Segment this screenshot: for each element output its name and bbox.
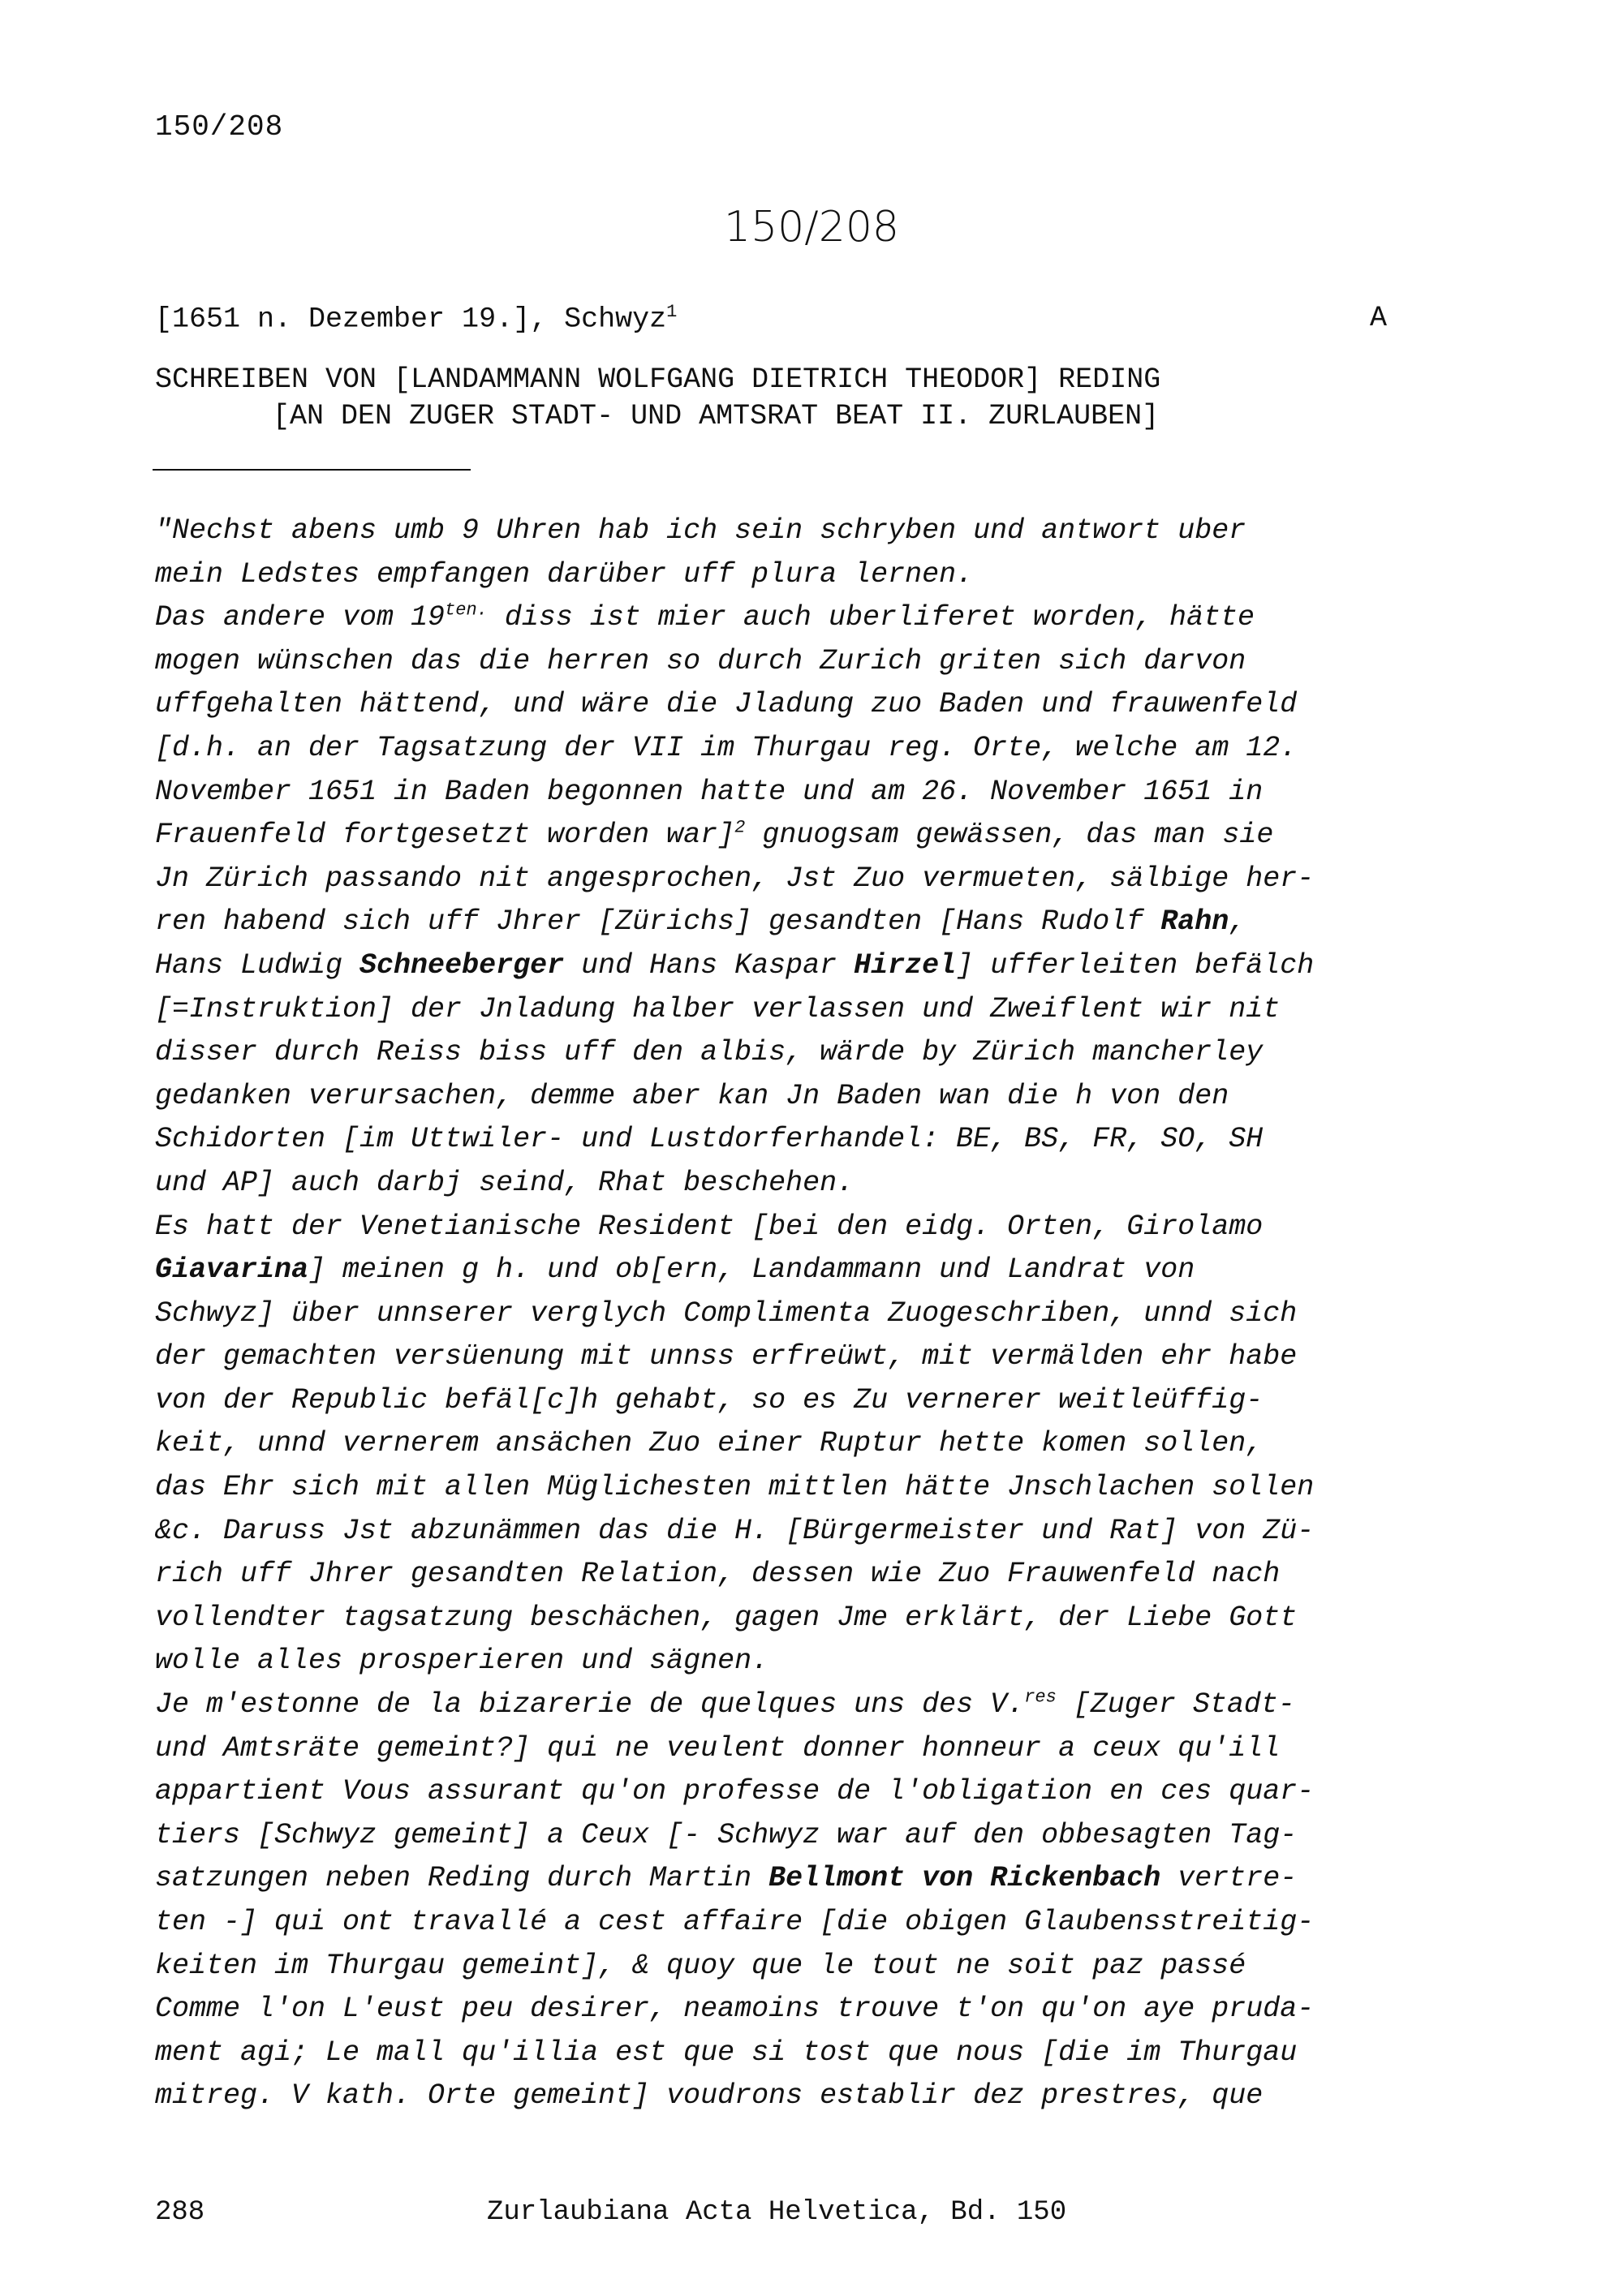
date-place-text: [1651 n. Dezember 19.], Schwyz: [155, 303, 667, 336]
body-line: wolle alles prosperieren und sägnen.: [155, 1645, 769, 1678]
body-line: keiten im Thurgau gemeint], & quoy que le tout ne soit paz passé: [155, 1949, 1246, 1982]
person-name: Bellmont von Rickenbach: [768, 1862, 1161, 1895]
date-place-line: [155, 302, 677, 336]
text-span: Das andere vom 19: [155, 601, 446, 634]
person-name: Rahn: [1160, 905, 1229, 939]
text-span: ,: [1229, 905, 1246, 939]
text-span: vertre-: [1160, 1862, 1298, 1895]
document-number-heading: 150/208: [723, 203, 900, 252]
body-line: [155, 596, 1421, 640]
body-line: [d.h. an der Tagsatzung der VII im Thurgau reg. Orte, welche am 12.: [155, 731, 1298, 764]
body-line: und Amtsräte gemeint?] qui ne veulent donner honneur a ceux qu'ill: [155, 1731, 1281, 1765]
letter-body: [155, 510, 1421, 2118]
body-line: [=Instruktion] der Jnladung halber verlassen und Zweiflent wir nit: [155, 992, 1281, 1025]
body-line: [155, 814, 1421, 858]
superscript: res: [1024, 1687, 1057, 1708]
body-line: mein Ledstes empfangen darüber uff plura lernen.: [155, 557, 974, 591]
person-name: Schneeberger: [359, 948, 565, 982]
body-line: [155, 1249, 1421, 1292]
body-line: ten -] qui ont travallé a cest affaire [die obigen Glaubensstreitig-: [155, 1906, 1315, 1938]
body-line: uffgehalten hättend, und wäre die Jladung zuo Baden und frauwenfeld: [155, 688, 1298, 721]
body-line: [155, 1857, 1421, 1901]
text-span: ] ufferleiten befälch: [956, 948, 1315, 982]
body-line: keit, unnd vernerem ansächen Zuo einer Ruptur hette komen sollen,: [155, 1427, 1264, 1460]
body-line: der gemachten versüenung mit unnss erfreüwt, mit vermälden ehr habe: [155, 1340, 1298, 1374]
text-span: Je m'estonne de la bizarerie de quelques uns des V.: [155, 1688, 1025, 1722]
body-line: [155, 1683, 1421, 1727]
body-line: mitreg. V kath. Orte gemeint] voudrons establir dez prestres, que: [155, 2079, 1264, 2113]
body-line: vollendter tagsatzung beschächen, gagen Jme erklärt, der Liebe Gott: [155, 1601, 1298, 1634]
text-span: ren habend sich uff Jhrer [Zürichs] gesandten [Hans Rudolf: [155, 905, 1161, 939]
running-header: 150/208: [155, 110, 284, 144]
body-line: Comme l'on L'eust peu desirer, neamoins trouve t'on qu'on aye pruda-: [155, 1993, 1315, 2026]
footnote-ref: 2: [734, 817, 746, 838]
body-line: &c. Daruss Jst abzunämmen das die H. [Bürgermeister und Rat] von Zü-: [155, 1514, 1315, 1547]
superscript: ten.: [445, 600, 488, 621]
body-line: November 1651 in Baden begonnen hatte und am 26. November 1651 in: [155, 775, 1264, 808]
body-line: Es hatt der Venetianische Resident [bei den eidg. Orten, Girolamo: [155, 1210, 1264, 1243]
body-line: und AP] auch darbj seind, Rhat beschehen.: [155, 1166, 855, 1199]
text-span: Hans Ludwig: [155, 948, 360, 982]
footer-publication: Zurlaubiana Acta Helvetica, Bd. 150: [487, 2197, 1067, 2228]
body-line: ment agi; Le mall qu'illia est que si tost que nous [die im Thurgau: [155, 2036, 1298, 2069]
text-span: satzungen neben Reding durch Martin: [155, 1862, 769, 1895]
body-line: "Nechst abens umb 9 Uhren hab ich sein schryben und antwort uber: [155, 514, 1246, 547]
title-line-2: [AN DEN ZUGER STADT- UND AMTSRAT BEAT II. ZURLAUBEN]: [273, 400, 1160, 432]
body-line: [155, 901, 1421, 944]
text-span: gnuogsam gewässen, das man sie: [745, 819, 1274, 852]
body-line: rich uff Jhrer gesandten Relation, dessen wie Zuo Frauwenfeld nach: [155, 1558, 1281, 1591]
body-line: appartient Vous assurant qu'on professe de l'obligation en ces quar-: [155, 1775, 1315, 1808]
body-line: disser durch Reiss biss uff den albis, wärde by Zürich mancherley: [155, 1036, 1264, 1069]
text-span: [Zuger Stadt-: [1056, 1688, 1295, 1722]
title-divider: [153, 469, 471, 471]
document-title: [155, 362, 1405, 435]
text-span: ] meinen g h. und ob[ern, Landammann und Landrat von: [308, 1253, 1195, 1287]
body-line: Schidorten [im Uttwiler- und Lustdorferhandel: BE, BS, FR, SO, SH: [155, 1123, 1264, 1156]
person-name: Hirzel: [854, 948, 957, 982]
body-line: das Ehr sich mit allen Müglichesten mittlen hätte Jnschlachen sollen: [155, 1471, 1315, 1504]
body-line: Schwyz] über unnserer verglych Complimenta Zuogeschriben, unnd sich: [155, 1296, 1298, 1330]
text-span: und Hans Kaspar: [564, 948, 855, 982]
footnote-ref: 1: [666, 302, 678, 322]
body-line: tiers [Schwyz gemeint] a Ceux [- Schwyz war auf den obbesagten Tag-: [155, 1818, 1298, 1851]
text-span: diss ist mier auch uberliferet worden, hätte: [487, 601, 1255, 634]
body-line: von der Republic befäl[c]h gehabt, so es Zu vernerer weitleüffig-: [155, 1383, 1264, 1417]
body-line: [155, 944, 1421, 988]
title-line-1: SCHREIBEN VON [LANDAMMANN WOLFGANG DIETRICH THEODOR] REDING: [155, 363, 1161, 396]
source-marker: A: [1370, 302, 1388, 334]
body-line: Jn Zürich passando nit angesprochen, Jst Zuo vermueten, sälbige her-: [155, 862, 1315, 895]
body-line: mogen wünschen das die herren so durch Zurich griten sich darvon: [155, 644, 1246, 677]
text-span: Frauenfeld fortgesetzt worden war]: [155, 819, 735, 852]
person-name: Giavarina: [155, 1253, 309, 1287]
body-line: gedanken verursachen, demme aber kan Jn Baden wan die h von den: [155, 1079, 1229, 1112]
page-number: 288: [155, 2197, 205, 2228]
